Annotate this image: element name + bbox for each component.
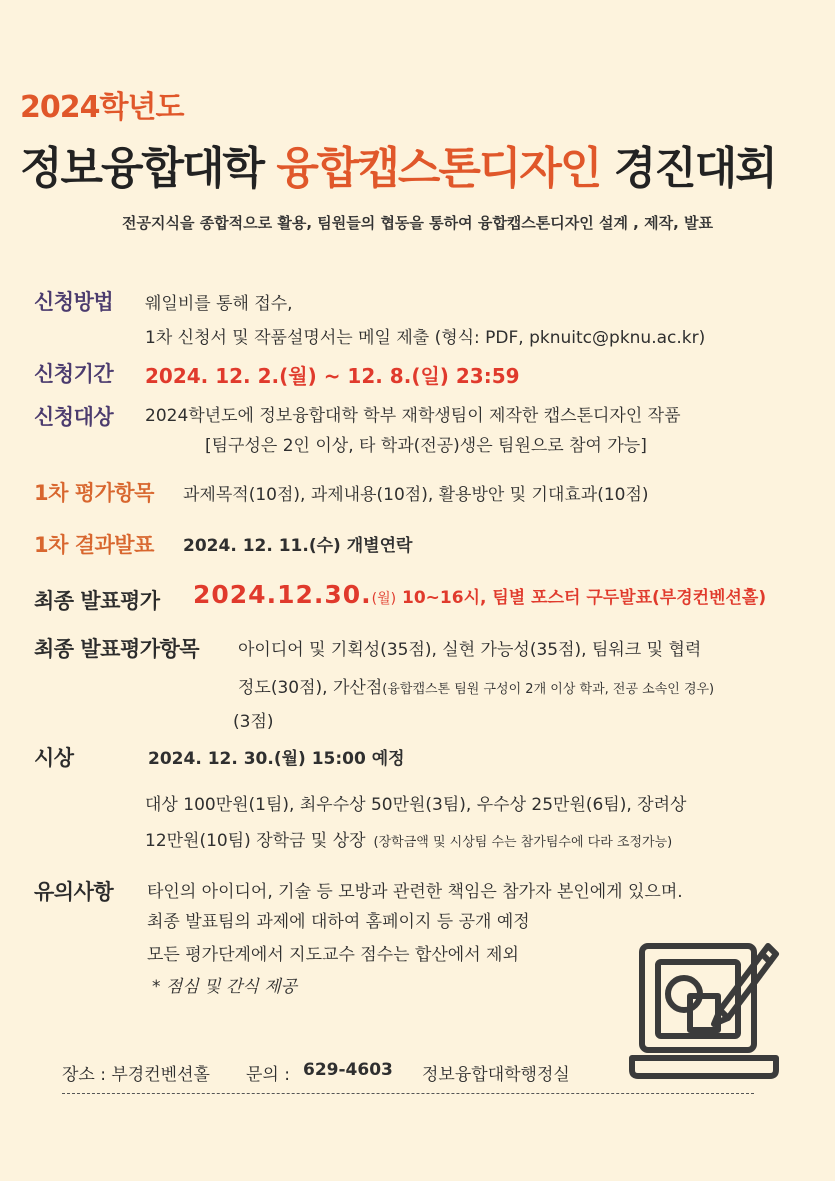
final-items-label: 최종 발표평가항목	[34, 637, 200, 661]
notes-line3: 모든 평가단계에서 지도교수 점수는 합산에서 제외	[147, 945, 519, 965]
award-line2-note: (장학금액 및 시상팀 수는 참가팀수에 다라 조정가능)	[373, 835, 673, 850]
final-items-line2-note: (융합캡스톤 팀원 구성이 2개 이상 학과, 전공 소속인 경우)	[382, 682, 715, 697]
title-prefix: 정보융합대학	[20, 143, 277, 194]
final-items-line2	[238, 673, 714, 698]
award-line2	[145, 826, 672, 851]
footer-contact-label: 문의 :	[246, 1065, 290, 1085]
period-value: 2024. 12. 2.(월) ~ 12. 8.(일) 23:59	[145, 364, 520, 388]
target-label: 신청대상	[34, 405, 114, 429]
award-line1: 대상 100만원(1팀), 최우수상 50만원(3팀), 우수상 25만원(6팀), 장려상	[145, 795, 687, 815]
title-suffix: 경진대회	[600, 143, 776, 194]
footer-contact-phone: 629-4603	[303, 1060, 393, 1080]
final-label: 최종 발표평가	[34, 589, 160, 613]
method-line1: 웨일비를 통해 접수,	[145, 294, 293, 314]
award-label: 시상	[34, 746, 74, 770]
final-date: 2024.12.30.	[193, 580, 372, 609]
method-line2: 1차 신청서 및 작품설명서는 메일 제출 (형식: PDF, pknuitc@pknu.ac.kr)	[145, 328, 706, 348]
year-heading: 2024학년도	[20, 90, 184, 125]
title-accent: 융합캡스톤디자인	[276, 143, 601, 194]
notes-line4: * 점심 및 간식 제공	[152, 977, 298, 997]
notes-line2: 최종 발표팀의 과제에 대하여 홈페이지 등 공개 예정	[147, 912, 530, 932]
award-datetime: 2024. 12. 30.(월) 15:00 예정	[148, 749, 405, 769]
eval1-label: 1차 평가항목	[34, 481, 154, 505]
page-title	[20, 132, 776, 196]
final-items-line1: 아이디어 및 기획성(35점), 실현 가능성(35점), 팀워크 및 협력	[238, 640, 702, 660]
footer-place: 장소 : 부경컨벤션홀	[62, 1065, 210, 1085]
final-weekday: (월)	[371, 591, 397, 607]
notes-line1: 타인의 아이디어, 기술 등 모방과 관련한 책임은 참가자 본인에게 있으며.	[147, 882, 683, 902]
result1-label: 1차 결과발표	[34, 533, 154, 557]
final-value	[193, 580, 766, 609]
notes-label: 유의사항	[34, 880, 114, 904]
final-items-line2-text: 정도(30점), 가산점	[238, 678, 383, 698]
eval1-value: 과제목적(10점), 과제내용(10점), 활용방안 및 기대효과(10점)	[183, 485, 649, 505]
period-label: 신청기간	[34, 362, 114, 386]
result1-value: 2024. 12. 11.(수) 개별연락	[183, 536, 413, 556]
target-line2: [팀구성은 2인 이상, 타 학과(전공)생은 팀원으로 참여 가능]	[205, 436, 647, 456]
award-line2-text: 12만원(10팀) 장학금 및 상장	[145, 831, 366, 851]
final-detail: 10~16시, 팀별 포스터 구두발표(부경컨벤션홀)	[396, 588, 767, 608]
subtitle: 전공지식을 종합적으로 활용, 팀원들의 협동을 통하여 융합캡스톤디자인 설계 , 제작, 발표	[122, 214, 713, 232]
laptop-design-icon	[628, 930, 780, 1080]
footer-office: 정보융합대학행정실	[422, 1065, 570, 1085]
method-label: 신청방법	[34, 290, 114, 314]
footer-divider	[62, 1093, 754, 1094]
target-line1: 2024학년도에 정보융합대학 학부 재학생팀이 제작한 캡스톤디자인 작품	[145, 406, 681, 426]
final-items-line3: (3점)	[233, 712, 274, 732]
